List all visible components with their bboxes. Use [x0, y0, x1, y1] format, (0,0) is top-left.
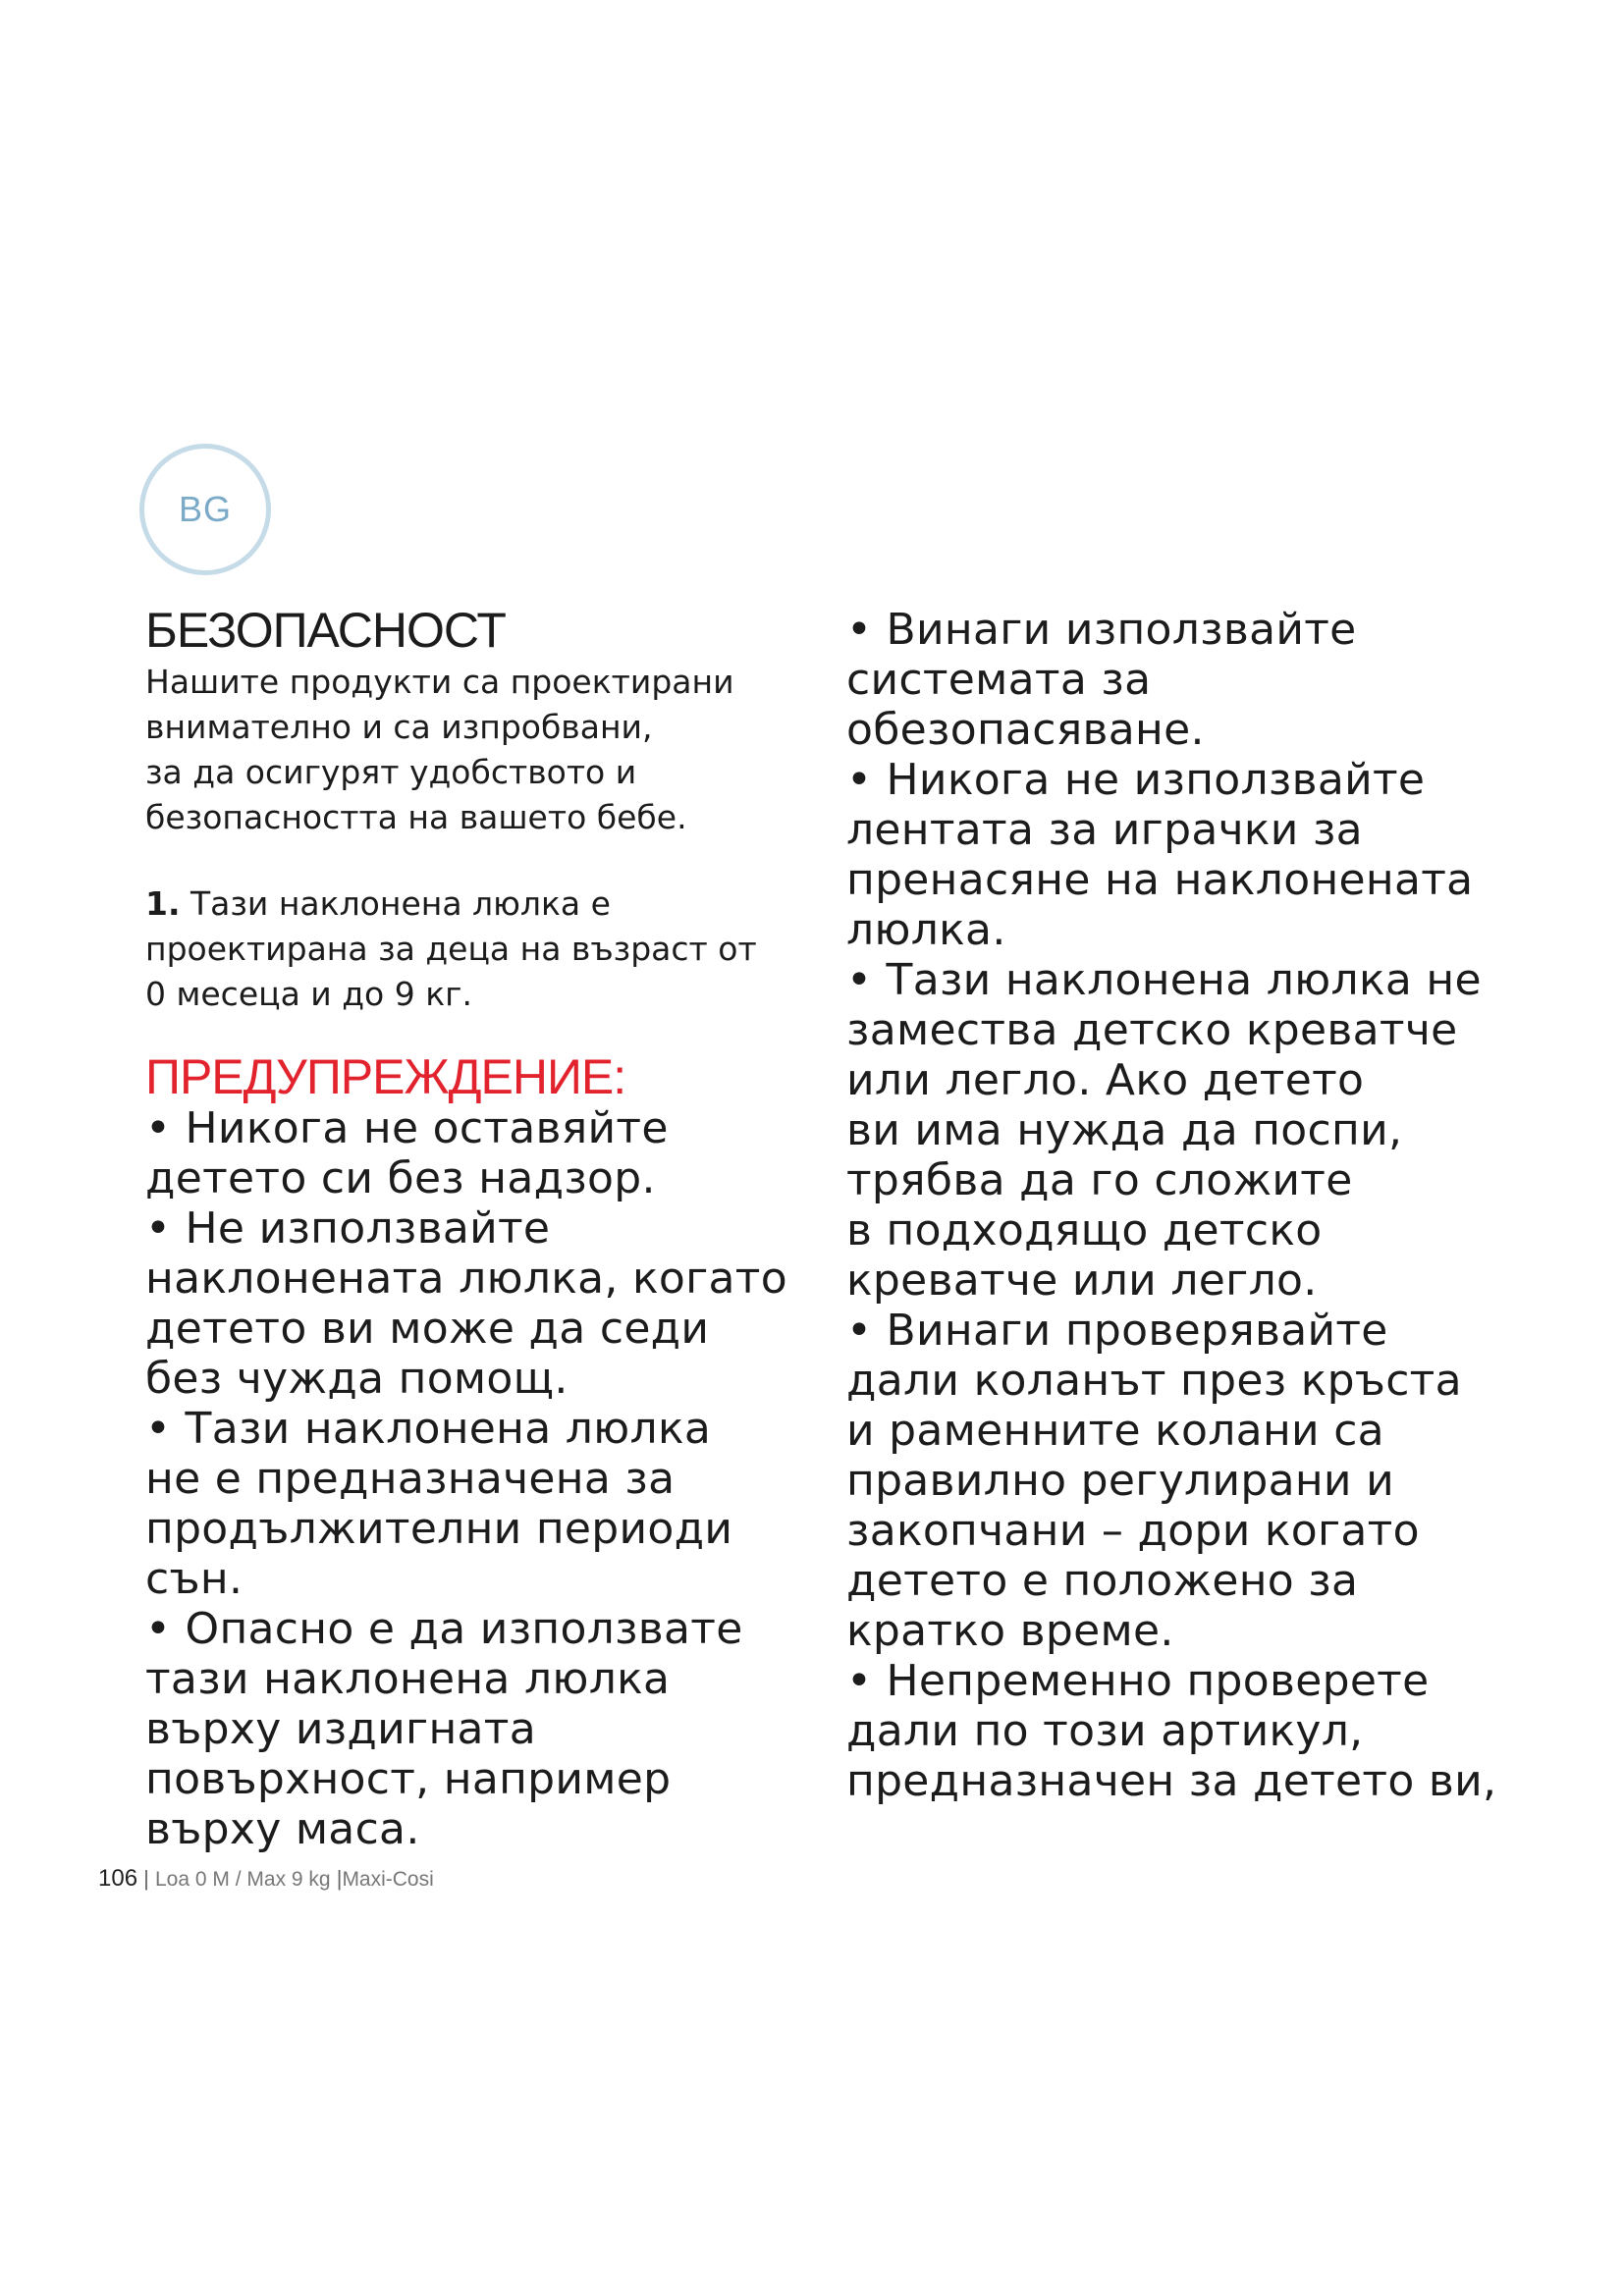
- right-column: [846, 605, 1534, 1806]
- warning-item-left-4: • Опасно е да използвате тази наклонена люлка върху издигната повърхност, например върху маса.: [145, 1604, 743, 1854]
- footer-separator: |: [137, 1866, 155, 1891]
- warning-item-right-5: • Непременно проверете дали по този артикул, предназначен за детето ви,: [846, 1656, 1497, 1806]
- warning-item-right-4: • Винаги проверявайте дали коланът през кръста и раменните колани са правилно регулирани и закопчани – дори когато детето е положено за кратко време.: [846, 1306, 1462, 1656]
- left-column: [145, 603, 813, 1854]
- footer-separator-2: |: [330, 1866, 343, 1891]
- warning-item-left-1: • Никога не оставяйте детето си без надзор.: [145, 1103, 669, 1203]
- footer-brand: Maxi-Cosi: [342, 1868, 434, 1891]
- warning-item-left-3: • Тази наклонена люлка не е предназначена за продължителни периоди сън.: [145, 1404, 733, 1604]
- footer-weight: / Max 9 kg: [235, 1868, 331, 1891]
- safety-intro: Нашите продукти са проектирани внимателно и са изпробвани, за да осигурят удобството и безопасността на вашето бебе.: [145, 663, 734, 836]
- language-badge-label: BG: [178, 489, 232, 529]
- warning-title: ПРЕДУПРЕЖДЕНИЕ:: [145, 1049, 626, 1104]
- warning-item-right-2: • Никога не използвайте лентата за играчки за пренасяне на наклонената люлка.: [846, 755, 1474, 955]
- language-badge: [139, 444, 271, 575]
- point-1-number: 1.: [145, 884, 181, 923]
- safety-title: БЕЗОПАСНОСТ: [145, 603, 506, 658]
- warning-item-right-3: • Тази наклонена люлка не замества детско креватче или легло. Ако детето ви има нужда да поспи, трябва да го сложите в подходящо детско креватче или легло.: [846, 955, 1482, 1306]
- point-1-text: Тази наклонена люлка е проектирана за деца на възраст от 0 месеца и до 9 кг.: [145, 884, 757, 1013]
- page-number: 106: [98, 1865, 138, 1892]
- warning-item-right-1: • Винаги използвайте системата за обезопасяване.: [846, 605, 1357, 755]
- page-footer: [98, 1865, 434, 1893]
- point-1: [145, 881, 813, 1017]
- warning-item-left-2: • Не използвайте наклонената люлка, когато детето ви може да седи без чужда помощ.: [145, 1203, 787, 1404]
- footer-model: Loa 0 M: [155, 1868, 230, 1891]
